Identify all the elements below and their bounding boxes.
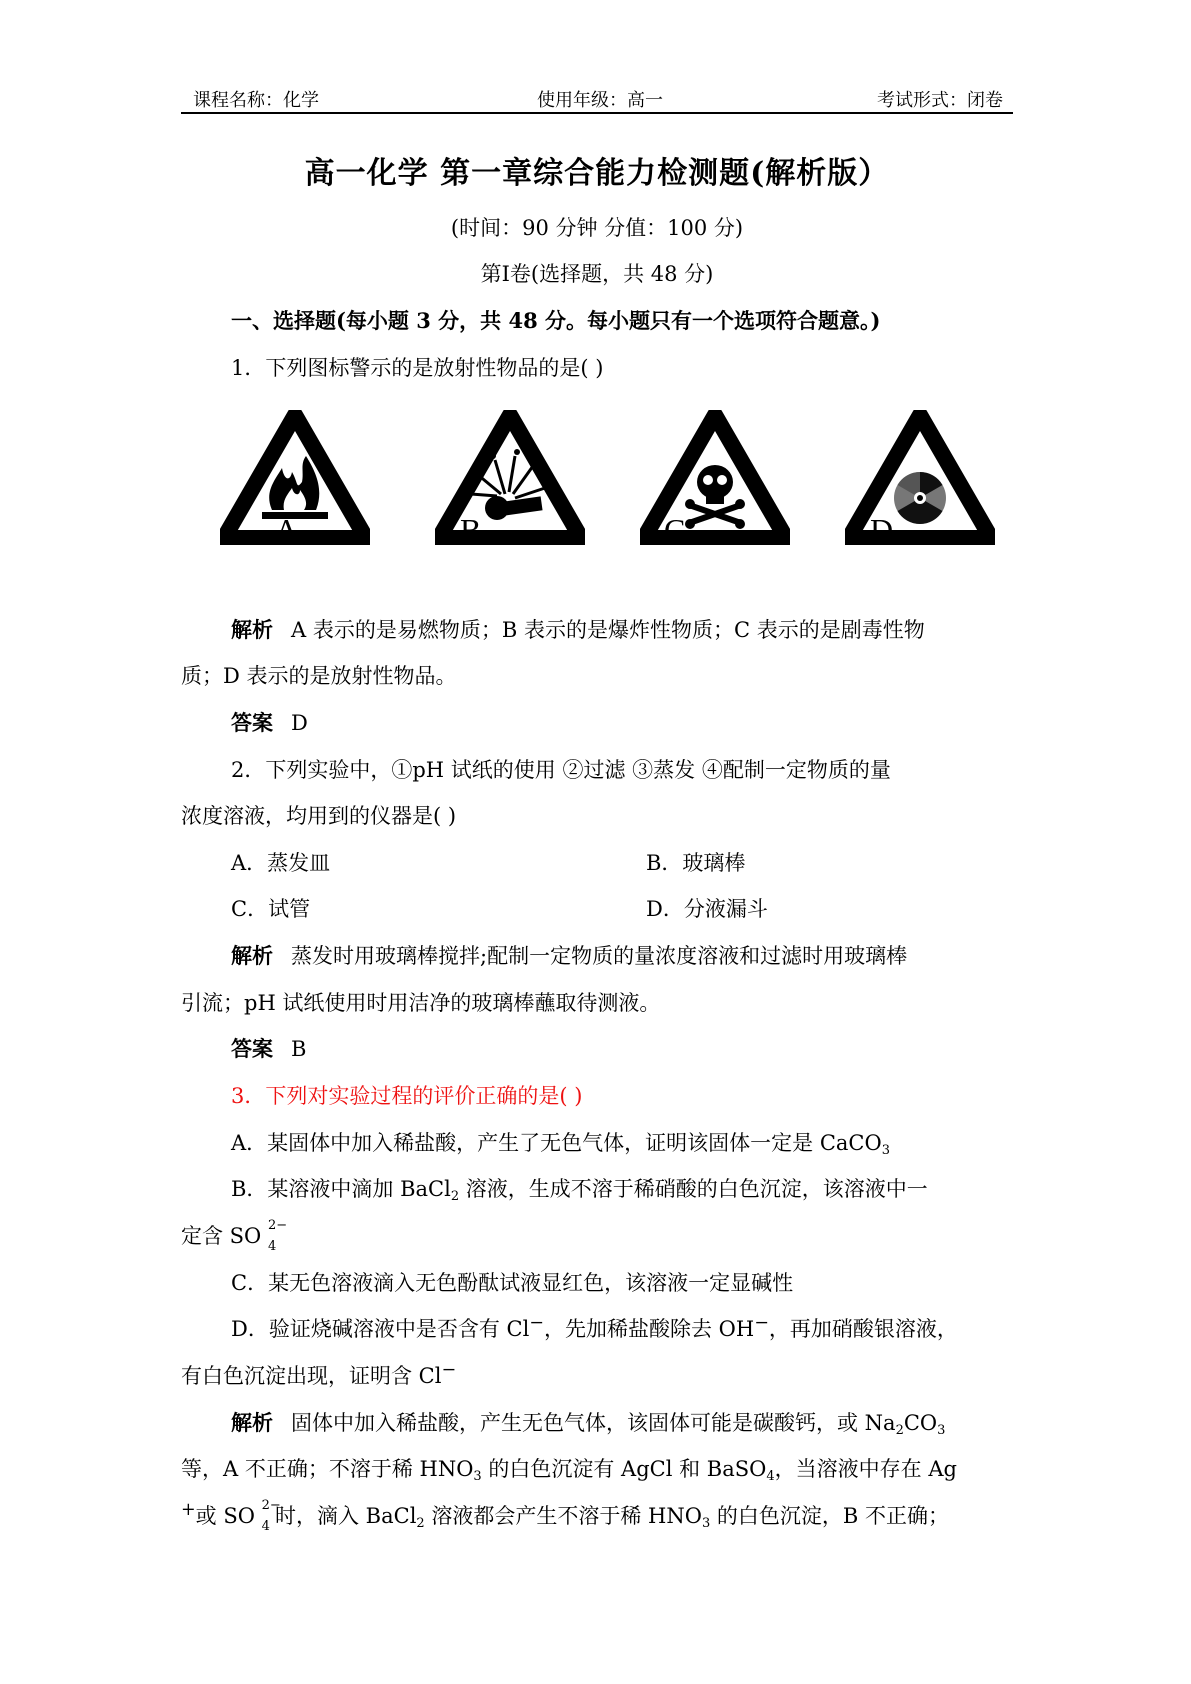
- q3-analysis-line-1: 解析 固体中加入稀盐酸，产生无色气体，该固体可能是碳酸钙，或 $Na_2CO_3$: [231, 1410, 946, 1438]
- page-title: 高一化学 第一章综合能力检测题(解析版）: [304, 156, 890, 191]
- q1-sign-row: [220, 410, 1020, 590]
- part-heading: 一、选择题(每小题 3 分，共 48 分。每小题只有一个选项符合题意。): [231, 308, 881, 333]
- q2-answer: [231, 1033, 306, 1063]
- q3-option-c: C．某无色溶液滴入无色酚酞试液显红色，该溶液一定显碱性: [231, 1271, 794, 1295]
- q3-stem: 3．下列对实验过程的评价正确的是( ): [231, 1084, 583, 1108]
- q1-option-c-label: C.: [664, 512, 694, 548]
- analysis-label: 解析: [231, 943, 273, 968]
- radioactive-icon: [845, 410, 995, 545]
- q1-option-d-label: D.: [870, 512, 902, 548]
- toxic-icon: [640, 410, 790, 545]
- answer-value: B: [291, 1037, 307, 1061]
- q1-answer: [231, 707, 308, 737]
- section-heading: 第Ⅰ卷(选择题，共 48 分): [480, 262, 714, 286]
- q3-option-d-line-1: D．验证烧碱溶液中是否含有 Cl−，先加稀盐酸除去 OH−，再加硝酸银溶液，: [231, 1313, 958, 1341]
- q1-analysis-line-1: 解析 A 表示的是易燃物质；B 表示的是爆炸性物质；C 表示的是剧毒性物: [231, 617, 925, 642]
- answer-label: 答案: [231, 710, 273, 735]
- q3-option-d-line-2: 有白色沉淀出现，证明含 Cl−: [181, 1360, 457, 1388]
- q3-analysis-line-3: +或 SO 2− 4 时，滴入 BaCl$_2$ 溶液都会产生不溶于稀 $HNO_3$ 的白色沉淀，B 不正确；: [181, 1498, 950, 1534]
- time-score: (时间：90 分钟 分值：100 分): [450, 216, 744, 240]
- q3-option-b-line-2: 定含 SO 2− 4: [181, 1218, 288, 1254]
- header-course: 课程名称：化学: [193, 90, 319, 111]
- header-exam-form: 考试形式：闭卷: [877, 90, 1003, 111]
- q1-option-b-label: B.: [460, 512, 490, 548]
- q3-option-a: A．某固体中加入稀盐酸，产生了无色气体，证明该固体一定是 CaCO$_3$: [231, 1131, 890, 1158]
- q3-option-b-line-1: B．某溶液中滴加 BaCl$_2$ 溶液，生成不溶于稀硝酸的白色沉淀，该溶液中一: [231, 1177, 928, 1204]
- q2-option-c: C．试管: [231, 897, 311, 921]
- q1-option-a-label: A.: [275, 512, 307, 548]
- q2-stem-line-2: 浓度溶液，均用到的仪器是( ): [181, 804, 457, 828]
- q1-analysis-line-2: 质；D 表示的是放射性物品。: [181, 664, 457, 688]
- q3-analysis-line-2: 等，A 不正确；不溶于稀 $HNO_3$ 的白色沉淀有 AgCl 和 BaSO$_4$，当溶液中存在 Ag: [181, 1457, 957, 1484]
- sulfate-ion-scripts: 2− 4: [261, 1498, 281, 1534]
- q2-stem-line-1: 2．下列实验中，①pH 试纸的使用 ②过滤 ③蒸发 ④配制一定物质的量: [231, 758, 891, 782]
- answer-label: 答案: [231, 1036, 273, 1061]
- q2-analysis-line-2: 引流；pH 试纸使用时用洁净的玻璃棒蘸取待测液。: [181, 991, 661, 1015]
- header-grade: 使用年级：高一: [537, 90, 663, 111]
- sulfate-ion-scripts: 2− 4: [267, 1218, 288, 1254]
- explosive-icon: [435, 410, 585, 545]
- analysis-label: 解析: [231, 1410, 273, 1435]
- q2-option-a: A．蒸发皿: [231, 851, 331, 875]
- answer-value: D: [291, 711, 308, 735]
- analysis-label: 解析: [231, 617, 273, 642]
- q2-analysis-line-1: 解析 蒸发时用玻璃棒搅拌;配制一定物质的量浓度溶液和过滤时用玻璃棒: [231, 943, 908, 968]
- page-header: [181, 80, 1013, 114]
- q2-option-b: B．玻璃棒: [646, 851, 746, 875]
- q2-option-d: D．分液漏斗: [646, 897, 768, 921]
- q1-stem: 1．下列图标警示的是放射性物品的是( ): [231, 356, 604, 380]
